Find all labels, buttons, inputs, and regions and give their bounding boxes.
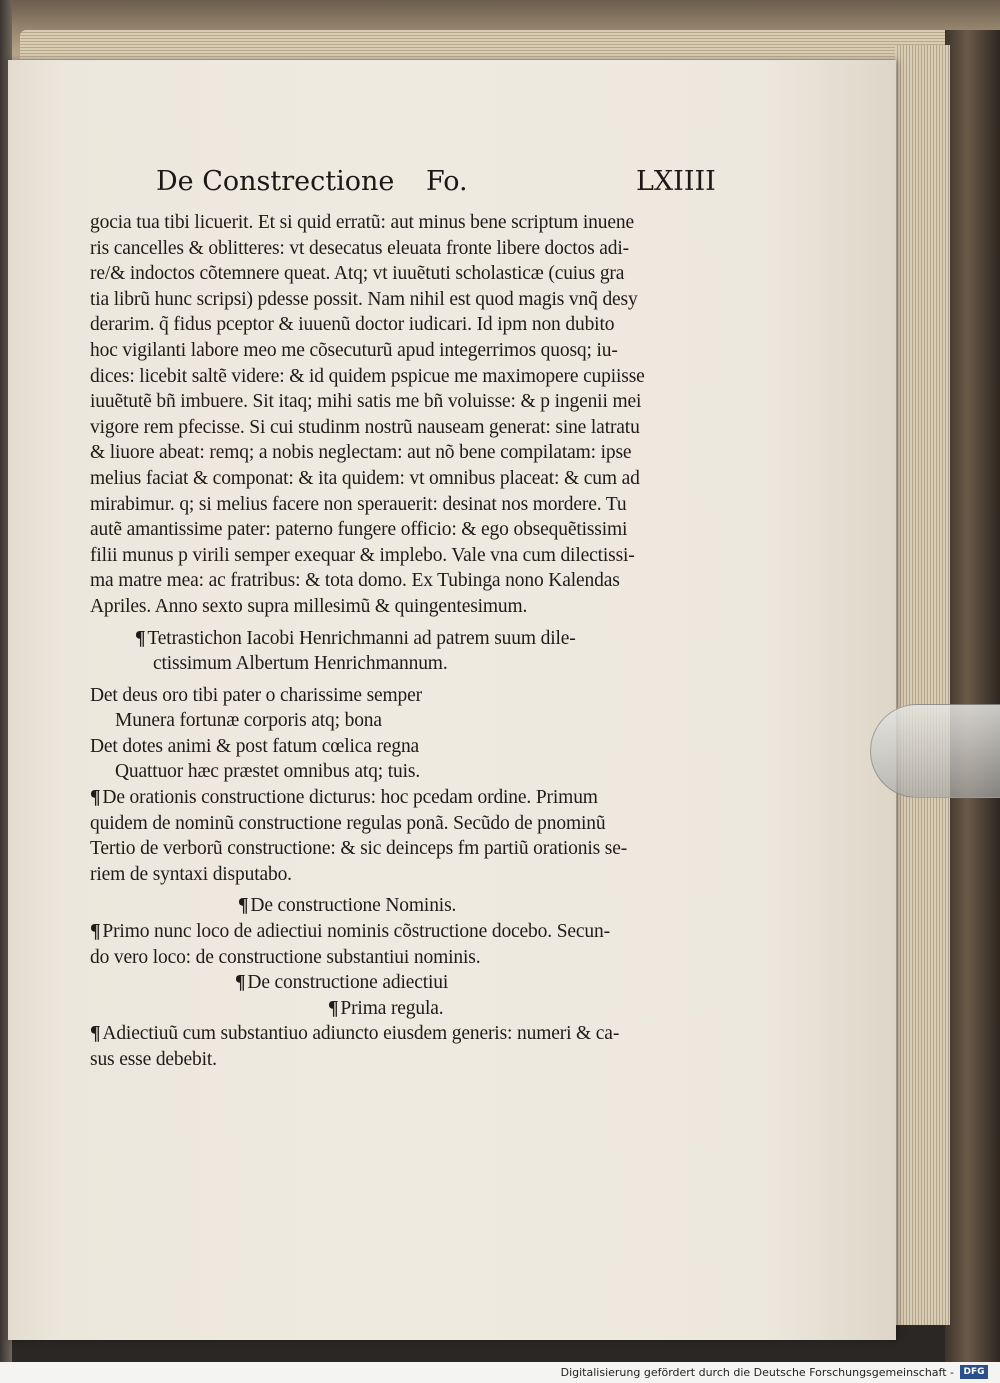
pilcrow-icon: ¶ xyxy=(90,921,101,943)
text-block xyxy=(90,210,780,1073)
intro-line: Tertio de verborũ constructione: & sic deinceps fm partiũ orationis se- xyxy=(90,838,628,860)
tetrastichon-heading xyxy=(90,626,780,652)
body-line: re/& indoctos cõtemnere queat. Atq; vt iuuẽtuti scholasticæ (cuius gra xyxy=(90,263,625,285)
plastic-page-tab xyxy=(870,704,1000,798)
body-line: ris cancelles & oblitteres: vt desecatus eleuata fronte libere doctos adi- xyxy=(90,237,630,259)
pilcrow-icon: ¶ xyxy=(90,787,101,809)
body-line: gocia tua tibi licuerit. Et si quid erratũ: aut minus bene scriptum inuene xyxy=(90,212,634,233)
body-line: dices: licebit saltẽ videre: & id quidem pspicue me maximopere cupiisse xyxy=(90,365,645,387)
heading-nominis xyxy=(90,893,780,919)
pilcrow-icon: ¶ xyxy=(235,972,246,994)
regula-line: sus esse debebit. xyxy=(90,1049,217,1070)
heading-adiectiui-text: De constructione adiectiui xyxy=(247,972,449,994)
pilcrow-icon: ¶ xyxy=(238,895,249,917)
page-edges-right xyxy=(895,45,950,1325)
tetrastichon-heading-line: Tetrastichon Iacobi Henrichmanni ad patrem suum dile- xyxy=(147,627,576,649)
heading-adiectiui xyxy=(90,970,780,996)
intro-line xyxy=(90,785,780,811)
regula-text: Adiectiuũ cum substantiuo adiuncto eiusdem generis: numeri & ca- xyxy=(102,1023,620,1045)
pilcrow-icon: ¶ xyxy=(90,1023,101,1045)
body-line: tia librũ hunc scripsi) pdesse possit. Nam nihil est quod magis vnq̃ desy xyxy=(90,288,638,310)
body-paragraph xyxy=(90,210,780,620)
body-line: mirabimur. q; si melius facere non sperauerit: desinat nos mordere. Tu xyxy=(90,493,627,515)
running-header xyxy=(8,166,896,200)
body-line: ma matre mea: ac fratribus: & tota domo. Ex Tubinga nono Kalendas xyxy=(90,570,620,592)
primo-text: Primo nunc loco de adiectiui nominis cõstructione docebo. Secun- xyxy=(102,921,610,943)
verse-line: Quattuor hæc præstet omnibus atq; tuis. xyxy=(115,761,421,783)
verse-line: Det deus oro tibi pater o charissime semper xyxy=(90,684,422,706)
tetrastichon-heading-cont xyxy=(90,651,780,677)
heading-nominis-text: De constructione Nominis. xyxy=(250,895,457,917)
pilcrow-icon: ¶ xyxy=(328,997,339,1019)
body-line: Apriles. Anno sexto supra millesimũ & quingentesimum. xyxy=(90,595,528,617)
header-folio-label: Fo. xyxy=(426,166,468,197)
heading-regula xyxy=(90,996,780,1022)
body-line: & liuore abeat: remq; a nobis neglectam: aut nõ bene compilatam: ipse xyxy=(90,442,632,464)
body-line: filii munus p virili semper exequar & implebo. Vale vna cum dilectissi- xyxy=(90,544,635,566)
header-title: De Constrectione xyxy=(156,166,395,197)
body-line: autẽ amantissime pater: paterno fungere officio: & ego obsequẽtissimi xyxy=(90,519,628,541)
body-line: vigore rem pfecisse. Si cui studinm nostrũ nauseam generat: sine latratu xyxy=(90,416,640,438)
intro-line: quidem de nominũ constructione regulas ponã. Secũdo de pnominũ xyxy=(90,812,606,834)
book-page xyxy=(8,60,896,1340)
pilcrow-icon: ¶ xyxy=(135,627,146,649)
intro-text: De orationis constructione dicturus: hoc pcedam ordine. Primum xyxy=(102,787,598,809)
header-folio-number: LXIIII xyxy=(636,166,716,197)
footer-credit: Digitalisierung gefördert durch die Deutsche Forschungsgemeinschaft - xyxy=(560,1366,954,1379)
verse-line: Munera fortunæ corporis atq; bona xyxy=(115,710,382,732)
book-cover-right xyxy=(945,30,1000,1362)
body-line: iuuẽtutẽ bñ imbuere. Sit itaq; mihi satis me bñ voluisse: & p ingenii mei xyxy=(90,391,642,413)
footer-bar xyxy=(0,1362,1000,1383)
intro-line: riem de syntaxi disputabo. xyxy=(90,863,292,885)
heading-regula-text: Prima regula. xyxy=(340,997,444,1019)
verse-line: Det dotes animi & post fatum cœlica regna xyxy=(90,735,420,757)
primo-line: do vero loco: de constructione substantiui nominis. xyxy=(90,946,481,968)
dfg-logo: DFG xyxy=(960,1365,988,1379)
tetrastichon-heading-line: ctissimum Albertum Henrichmannum. xyxy=(153,653,448,675)
body-line: hoc vigilanti labore meo me cõsecuturũ apud integerrimos quosq; iu- xyxy=(90,339,618,361)
body-line: melius faciat & componat: & ita quidem: vt omnibus placeat: & cum ad xyxy=(90,467,640,489)
body-line: derarim. q̃ fidus pceptor & iuuenũ doctor iudicari. Id ipm non dubito xyxy=(90,314,615,336)
regula-line xyxy=(90,1021,780,1047)
primo-line xyxy=(90,919,780,945)
